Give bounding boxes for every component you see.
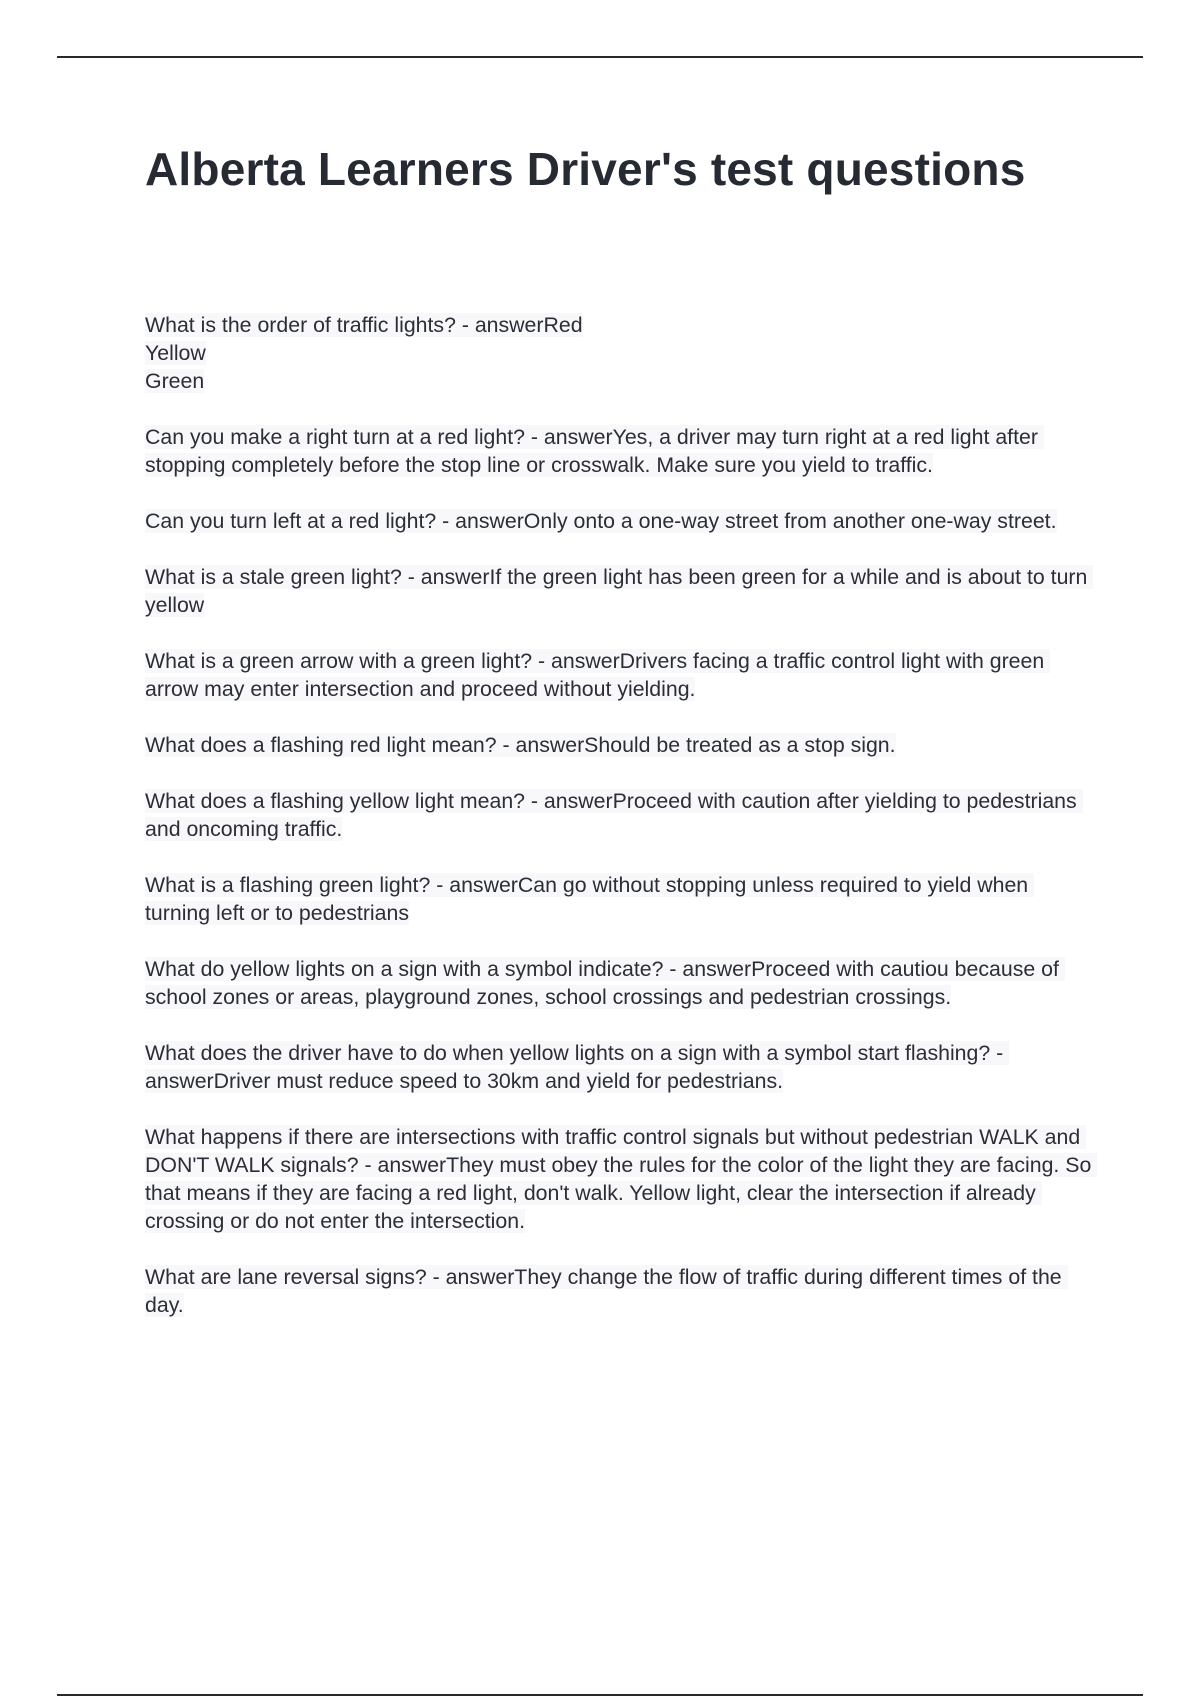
qa-entry [145,731,1095,759]
qa-list [145,311,1098,1347]
qa-entry [145,787,1095,843]
qa-entry [145,311,1095,395]
qa-entry-text: What is a stale green light? - answerIf the green light has been green for a while and is about to turn yellow [145,565,1094,617]
qa-entry-text: Can you turn left at a red light? - answerOnly onto a one-way street from another one-way street. [145,509,1057,533]
qa-entry [145,1123,1098,1235]
qa-entry [145,563,1095,619]
qa-entry-text: What happens if there are intersections with traffic control signals but without pedestrian WALK and DON'T WALK signals? - answerThey must obey the rules for the color of the light they are facing. So that means if they are facing a red light, don't walk. Yellow light, clear the intersection if already crossing or do not enter the intersection. [145,1125,1098,1233]
qa-entry-text: What is a flashing green light? - answerCan go without stopping unless required to yield when turning left or to pedestrians [145,873,1035,925]
qa-entry-text: What does the driver have to do when yellow lights on a sign with a symbol start flashing? - answerDriver must reduce speed to 30km and yield for pedestrians. [145,1041,1010,1093]
qa-entry-text: What is the order of traffic lights? - answerRed Yellow Green [145,313,583,393]
qa-entry-text: What are lane reversal signs? - answerThey change the flow of traffic during different times of the day. [145,1265,1068,1317]
qa-entry-text: Can you make a right turn at a red light? - answerYes, a driver may turn right at a red light after stopping completely before the stop line or crosswalk. Make sure you yield to traffic. [145,425,1044,477]
qa-entry-text: What do yellow lights on a sign with a symbol indicate? - answerProceed with cautiou because of school zones or areas, playground zones, school crossings and pedestrian crossings. [145,957,1065,1009]
qa-entry-text: What does a flashing red light mean? - answerShould be treated as a stop sign. [145,733,896,757]
header-rule [57,56,1143,58]
qa-entry [145,423,1095,479]
qa-entry [145,1263,1095,1319]
footer-rule [57,1694,1143,1696]
qa-entry [145,647,1095,703]
qa-entry [145,955,1095,1011]
qa-entry [145,871,1095,927]
qa-entry-text: What does a flashing yellow light mean? - answerProceed with caution after yielding to pedestrians and oncoming traffic. [145,789,1083,841]
qa-entry [145,507,1095,535]
qa-entry-text: What is a green arrow with a green light? - answerDrivers facing a traffic control light with green arrow may enter intersection and proceed without yielding. [145,649,1051,701]
document-title: Alberta Learners Driver's test questions [145,143,1026,195]
qa-entry [145,1039,1095,1095]
